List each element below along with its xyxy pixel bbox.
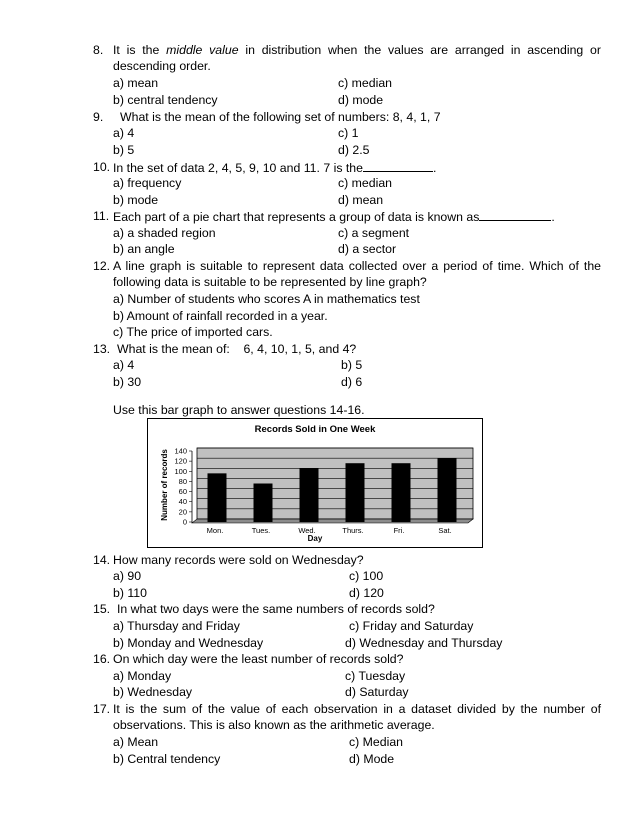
q17-option-a: a) Mean	[113, 735, 159, 749]
q12-question-line2: following data is suitable to be represented by line graph?	[113, 275, 427, 289]
x-tick-label: Thurs.	[342, 526, 364, 535]
q15-option-c: c) Friday and Saturday	[349, 619, 474, 633]
q16-option-b: b) Wednesday	[113, 685, 193, 699]
y-tick-label: 20	[178, 507, 187, 517]
q10-text: In the set of data 2, 4, 5, 9, 10 and 11. 7 is the	[113, 161, 363, 175]
q8-question	[113, 43, 601, 58]
q17-number: 17.	[93, 702, 111, 716]
q16-option-d: d) Saturday	[345, 685, 409, 699]
y-tick-label: 120	[174, 456, 187, 466]
q8-option-d: d) mode	[338, 93, 384, 107]
q8-option-a: a) mean	[113, 76, 159, 90]
y-tick-label: 40	[178, 497, 187, 507]
q9-number: 9.	[93, 110, 104, 124]
q12-option-a: a) Number of students who scores A in mathematics test	[113, 292, 420, 306]
q17-question-line2: observations. This is also known as the arithmetic average.	[113, 718, 435, 732]
q8-option-c: c) median	[338, 76, 392, 90]
q10-option-c: c) median	[338, 176, 392, 190]
q13-question: What is the mean of: 6, 4, 10, 1, 5, and 4?	[117, 342, 357, 356]
x-tick-label: Fri.	[393, 526, 405, 535]
x-tick-label: Tues.	[251, 526, 271, 535]
y-tick-label: 80	[178, 476, 187, 486]
q9-option-d: d) 2.5	[338, 143, 370, 157]
q11-number: 11.	[93, 209, 110, 223]
bar	[208, 473, 227, 522]
q17-option-c: c) Median	[349, 735, 403, 749]
bar	[254, 484, 273, 523]
q8-number: 8.	[93, 43, 104, 57]
q13-option-b: b) 30	[113, 375, 142, 389]
q8-question-line2: descending order.	[113, 59, 211, 73]
q11-question	[113, 209, 555, 225]
q14-number: 14.	[93, 553, 111, 567]
q12-number: 12.	[93, 259, 111, 273]
plot-background	[197, 448, 473, 519]
q11-option-c: c) a segment	[338, 226, 410, 240]
q10-question	[113, 160, 436, 176]
q12-option-c: c) The price of imported cars.	[113, 325, 273, 339]
q17-option-d: d) Mode	[349, 752, 395, 766]
q11-option-b: b) an angle	[113, 242, 175, 256]
q8-text-after: in distribution when the values are arranged in ascending or	[245, 43, 601, 57]
graph-instructions: Use this bar graph to answer questions 14-16.	[113, 403, 365, 417]
records-bar-chart	[147, 418, 483, 548]
q11-text: Each part of a pie chart that represents a group of data is known as	[113, 210, 480, 224]
y-tick-label: 60	[178, 487, 187, 497]
chart-x-axis-label: Day	[307, 534, 323, 543]
q16-option-c: c) Tuesday	[345, 669, 406, 683]
q15-option-d: d) Wednesday and Thursday	[345, 636, 503, 650]
q14-question: How many records were sold on Wednesday?	[113, 553, 364, 567]
q16-number: 16.	[93, 652, 111, 666]
q9-option-b: b) 5	[113, 143, 135, 157]
q13-option-a: a) 4	[113, 358, 135, 372]
q8-text-before: It is the	[113, 43, 160, 57]
q10-text-end: .	[433, 161, 437, 175]
q9-option-a: a) 4	[113, 126, 135, 140]
q10-option-b: b) mode	[113, 193, 159, 207]
chart-title: Records Sold in One Week	[254, 424, 376, 435]
x-tick-label: Sat.	[438, 526, 452, 535]
q14-option-b: b) 110	[113, 586, 147, 600]
q12-question: A line graph is suitable to represent data collected over a period of time. Which of the	[113, 259, 601, 273]
q9-option-c: c) 1	[338, 126, 359, 140]
q15-option-b: b) Monday and Wednesday	[113, 636, 264, 650]
x-tick-label: Wed.	[298, 526, 316, 535]
q14-option-a: a) 90	[113, 569, 142, 583]
q10-number: 10.	[93, 160, 111, 174]
q11-answer-blank	[479, 209, 551, 221]
bar	[438, 458, 457, 522]
q16-option-a: a) Monday	[113, 669, 172, 683]
q10-answer-blank	[363, 160, 433, 172]
q8-option-b: b) central tendency	[113, 93, 218, 107]
y-tick-label: 140	[174, 446, 187, 456]
bar	[346, 463, 365, 522]
q14-option-c: c) 100	[349, 569, 384, 583]
q16-question: On which day were the least number of records sold?	[113, 652, 404, 666]
plot-floor	[192, 519, 473, 523]
q8-text-italic: middle value	[166, 43, 239, 57]
y-tick-label: 0	[182, 517, 187, 527]
q13-option-b-right: b) 5	[341, 358, 363, 372]
q11-text-end: .	[551, 210, 555, 224]
q15-option-a: a) Thursday and Friday	[113, 619, 240, 633]
q9-question: What is the mean of the following set of numbers: 8, 4, 1, 7	[120, 110, 441, 124]
q13-number: 13.	[93, 342, 111, 356]
q15-question: In what two days were the same numbers of records sold?	[117, 602, 435, 616]
y-tick-label: 100	[174, 466, 187, 476]
chart-plot-area	[174, 447, 473, 536]
q11-option-d: d) a sector	[338, 242, 397, 256]
q10-option-d: d) mean	[338, 193, 384, 207]
q13-option-d: d) 6	[341, 375, 363, 389]
q14-option-d: d) 120	[349, 586, 384, 600]
q15-number: 15.	[93, 602, 111, 616]
chart-y-axis-label: Number of records	[160, 449, 169, 521]
bar	[392, 463, 411, 522]
q17-question: It is the sum of the value of each observation in a dataset divided by the number of	[113, 702, 601, 716]
q17-option-b: b) Central tendency	[113, 752, 221, 766]
q12-option-b: b) Amount of rainfall recorded in a year.	[113, 309, 328, 323]
q11-option-a: a) a shaded region	[113, 226, 216, 240]
q10-option-a: a) frequency	[113, 176, 182, 190]
bar	[300, 468, 319, 522]
x-tick-label: Mon.	[206, 526, 224, 535]
